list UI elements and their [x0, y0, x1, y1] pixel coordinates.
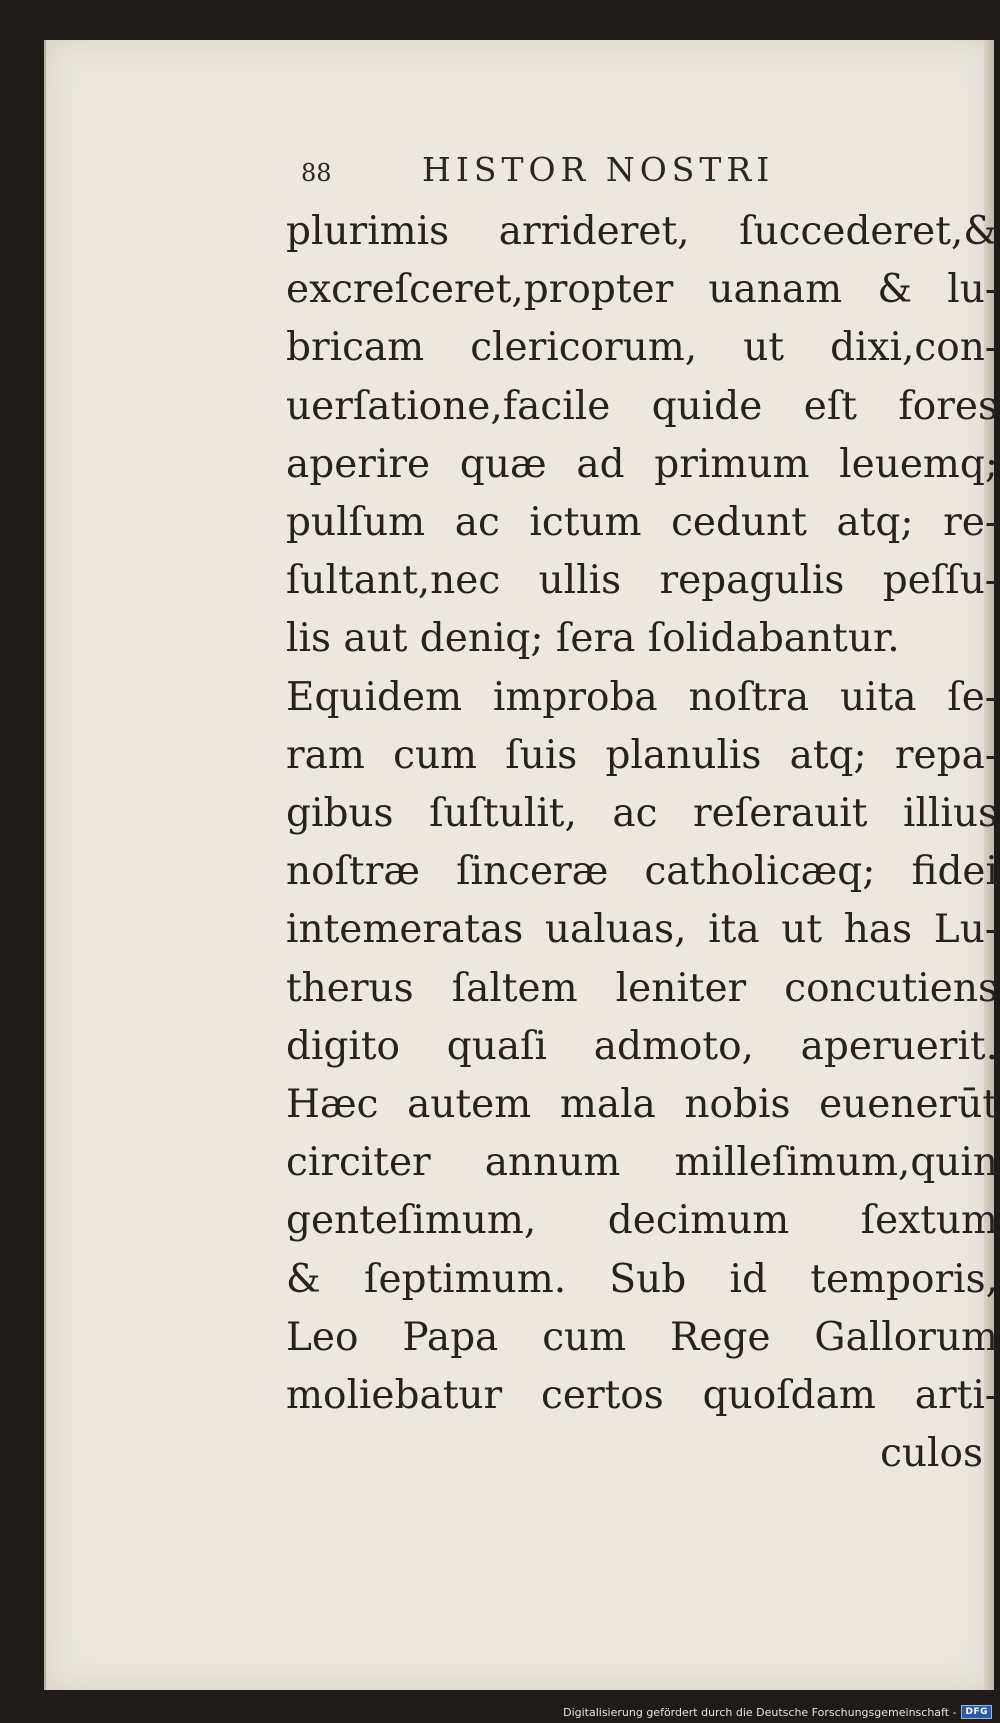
text-line: Equidem improba noſtra uita ſe-	[286, 674, 998, 720]
text-line: plurimis arrideret, ſuccederet,&	[286, 209, 998, 254]
text-line: aperire quæ ad primum leuemq;	[286, 441, 998, 487]
text-line: gibus ſuſtulit, ac reſerauit illius	[286, 791, 998, 837]
text-line: therus ſaltem leniter concutiens	[286, 965, 998, 1011]
text-line: noſtræ ſinceræ catholicæq; fidei	[286, 849, 998, 895]
catchword: culos	[880, 1431, 983, 1477]
dfg-logo: DFG	[961, 1705, 992, 1719]
page-number: 88	[301, 159, 332, 187]
text-line: lis aut deniq; ſera ſolidabantur.	[286, 616, 900, 662]
text-line: moliebatur certos quoſdam arti-	[286, 1373, 998, 1419]
text-line: intemeratas ualuas, ita ut has Lu-	[286, 907, 998, 953]
text-line: uerſatione,facile quide eſt fores	[286, 383, 998, 429]
text-line: & ſeptimum. Sub id temporis,	[286, 1256, 998, 1302]
running-head	[301, 150, 774, 189]
body-text	[286, 203, 998, 1483]
text-line: bricam clericorum, ut dixi,con-	[286, 325, 998, 371]
text-line: ſultant,nec ullis repagulis peſſu-	[286, 558, 998, 604]
text-line: Hæc autem mala nobis euenerūt	[286, 1082, 998, 1128]
text-line: excreſceret,propter uanam & lu-	[286, 267, 998, 313]
text-line: pulſum ac ictum cedunt atq; re-	[286, 500, 998, 546]
text-line: genteſimum, decimum ſextum	[286, 1198, 998, 1244]
credit-text: Digitalisierung gefördert durch die Deutsche Forschungsgemeinschaft -	[563, 1705, 957, 1719]
text-line: Leo Papa cum Rege Gallorum	[286, 1314, 998, 1360]
running-title: HISTOR NOSTRI	[422, 150, 775, 189]
digitization-credit	[563, 1705, 992, 1719]
text-line: digito quaſi admoto, aperuerit.	[286, 1023, 998, 1069]
book-page	[44, 40, 998, 1690]
text-line: circiter annum milleſimum,quin	[286, 1140, 998, 1186]
text-line: ram cum ſuis planulis atq; repa-	[286, 732, 998, 778]
